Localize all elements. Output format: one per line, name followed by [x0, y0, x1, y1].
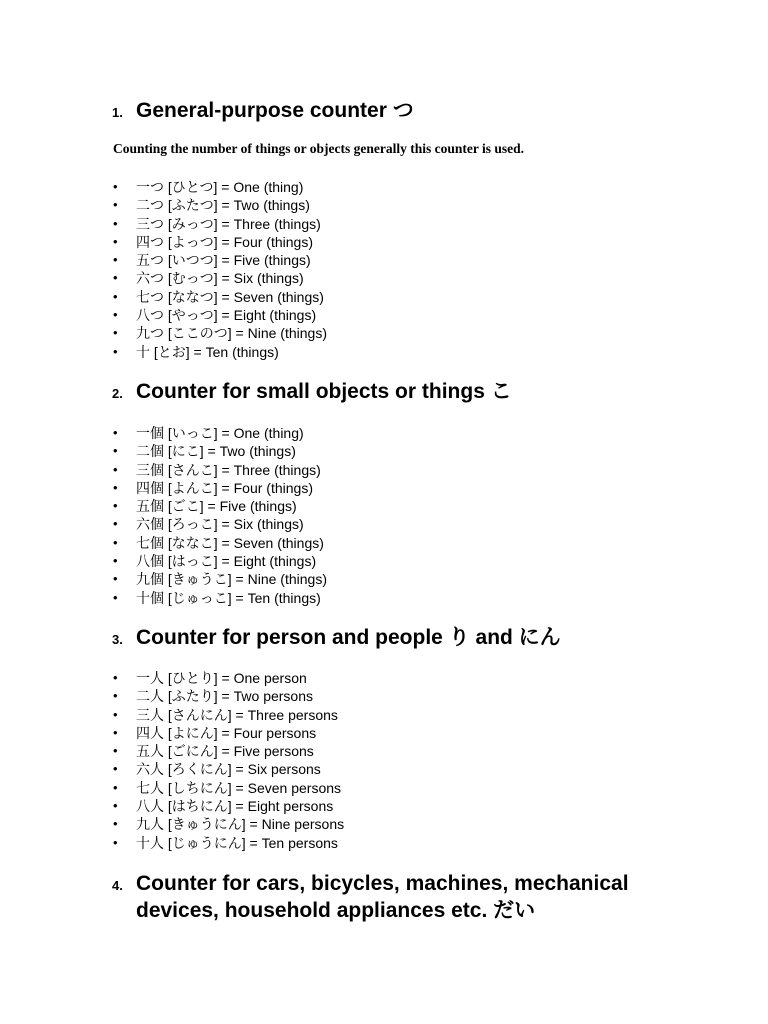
bullet-icon: •: [113, 798, 118, 814]
bullet-icon: •: [113, 479, 118, 495]
list-item: [0, 251, 768, 269]
list-item: [0, 815, 768, 833]
section-2: [0, 378, 768, 607]
list-item-text: 一つ [ひとつ] = One (thing): [136, 179, 304, 195]
bullet-icon: •: [113, 270, 118, 286]
list-item: [0, 779, 768, 797]
list-item: [0, 687, 768, 705]
section-1: [0, 97, 768, 361]
bullet-icon: •: [113, 215, 118, 231]
section-heading: [0, 624, 768, 651]
list-item: [0, 760, 768, 778]
list-item: [0, 442, 768, 460]
bullet-icon: •: [113, 589, 118, 605]
list-item: [0, 834, 768, 852]
list-item-text: 三個 [さんこ] = Three (things): [136, 461, 321, 478]
section-intro: Counting the number of things or objects generally this counter is used.: [113, 141, 525, 156]
bullet-icon: •: [113, 288, 118, 304]
list-item: [0, 306, 768, 324]
list-item: [0, 196, 768, 214]
list-item: [0, 570, 768, 588]
list-item: [0, 724, 768, 742]
bullet-icon: •: [113, 461, 118, 477]
list-item-text: 四個 [よんこ] = Four (things): [136, 479, 313, 496]
section-number: 3.: [112, 632, 123, 647]
list-item: [0, 589, 768, 607]
list-item-text: 九人 [きゅうにん] = Nine persons: [136, 816, 345, 833]
bullet-icon: •: [113, 761, 118, 777]
list-item-text: 五つ [いつつ] = Five (things): [136, 252, 311, 269]
bullet-icon: •: [113, 706, 118, 722]
section-heading: [0, 378, 768, 405]
list-item-text: 七個 [ななこ] = Seven (things): [136, 534, 324, 551]
bullet-icon: •: [113, 325, 118, 341]
list-item: [0, 797, 768, 815]
list-item-text: 五個 [ごこ] = Five (things): [136, 498, 297, 515]
list-item: [0, 534, 768, 552]
section-4: [0, 870, 768, 924]
list-item: [0, 424, 768, 442]
section-heading: [0, 97, 768, 124]
list-item: [0, 515, 768, 533]
bullet-icon: •: [113, 516, 118, 532]
list-item-text: 七人 [しちにん] = Seven persons: [136, 779, 342, 796]
bullet-icon: •: [113, 571, 118, 587]
list-item: [0, 233, 768, 251]
section-title: Counter for person and people り and にん: [136, 626, 561, 649]
list-item-text: 三つ [みっつ] = Three (things): [136, 215, 321, 232]
bullet-icon: •: [113, 307, 118, 323]
list-item-text: 二つ [ふたつ] = Two (things): [136, 197, 310, 214]
list-item: [0, 343, 768, 361]
list-item-text: 一人 [ひとり] = One person: [136, 670, 307, 686]
list-item: [0, 269, 768, 287]
list-item-text: 三人 [さんにん] = Three persons: [136, 706, 338, 723]
list-item-text: 十人 [じゅうにん] = Ten persons: [136, 834, 338, 851]
list-item: [0, 706, 768, 724]
bullet-icon: •: [113, 779, 118, 795]
bullet-icon: •: [113, 834, 118, 850]
bullet-icon: •: [113, 197, 118, 213]
section-3: [0, 624, 768, 852]
bullet-icon: •: [113, 670, 118, 685]
list-item: [0, 497, 768, 515]
bullet-icon: •: [113, 553, 118, 569]
section-title: General-purpose counter つ: [136, 99, 414, 122]
list-item: [0, 461, 768, 479]
list-item: [0, 669, 768, 687]
bullet-icon: •: [113, 179, 118, 194]
list-item: [0, 178, 768, 196]
list-item: [0, 552, 768, 570]
counter-list: [0, 178, 768, 361]
list-item-text: 二個 [にこ] = Two (things): [136, 443, 296, 460]
list-item-text: 四人 [よにん] = Four persons: [136, 724, 317, 741]
list-item-text: 十個 [じゅっこ] = Ten (things): [136, 589, 321, 606]
section-number: 4.: [112, 878, 123, 893]
list-item-text: 十 [とお] = Ten (things): [136, 343, 279, 360]
bullet-icon: •: [113, 688, 118, 704]
section-title: Counter for cars, bicycles, machines, mechanical devices, household appliances etc. だい: [136, 872, 629, 922]
list-item: [0, 479, 768, 497]
bullet-icon: •: [113, 233, 118, 249]
list-item-text: 七つ [ななつ] = Seven (things): [136, 288, 324, 305]
bullet-icon: •: [113, 443, 118, 459]
counter-list: [0, 424, 768, 607]
bullet-icon: •: [113, 498, 118, 514]
list-item: [0, 215, 768, 233]
list-item-text: 一個 [いっこ] = One (thing): [136, 425, 304, 441]
list-item: [0, 742, 768, 760]
bullet-icon: •: [113, 724, 118, 740]
counter-list: [0, 669, 768, 852]
section-number: 1.: [112, 105, 123, 120]
list-item: [0, 324, 768, 342]
list-item-text: 六人 [ろくにん] = Six persons: [136, 761, 321, 778]
list-item: [0, 288, 768, 306]
bullet-icon: •: [113, 816, 118, 832]
list-item-text: 四つ [よっつ] = Four (things): [136, 233, 313, 250]
bullet-icon: •: [113, 534, 118, 550]
list-item-text: 六つ [むっつ] = Six (things): [136, 270, 304, 287]
section-title: Counter for small objects or things こ: [136, 380, 512, 403]
list-item-text: 八個 [はっこ] = Eight (things): [136, 553, 317, 570]
list-item-text: 五人 [ごにん] = Five persons: [136, 743, 314, 760]
list-item-text: 六個 [ろっこ] = Six (things): [136, 516, 304, 533]
bullet-icon: •: [113, 425, 118, 440]
list-item-text: 九つ [ここのつ] = Nine (things): [136, 325, 327, 342]
list-item-text: 八つ [やっつ] = Eight (things): [136, 307, 317, 324]
section-heading: [0, 870, 768, 924]
bullet-icon: •: [113, 343, 118, 359]
list-item-text: 二人 [ふたり] = Two persons: [136, 688, 313, 705]
bullet-icon: •: [113, 743, 118, 759]
list-item-text: 九個 [きゅうこ] = Nine (things): [136, 571, 327, 588]
list-item-text: 八人 [はちにん] = Eight persons: [136, 798, 334, 815]
bullet-icon: •: [113, 252, 118, 268]
section-number: 2.: [112, 386, 123, 401]
